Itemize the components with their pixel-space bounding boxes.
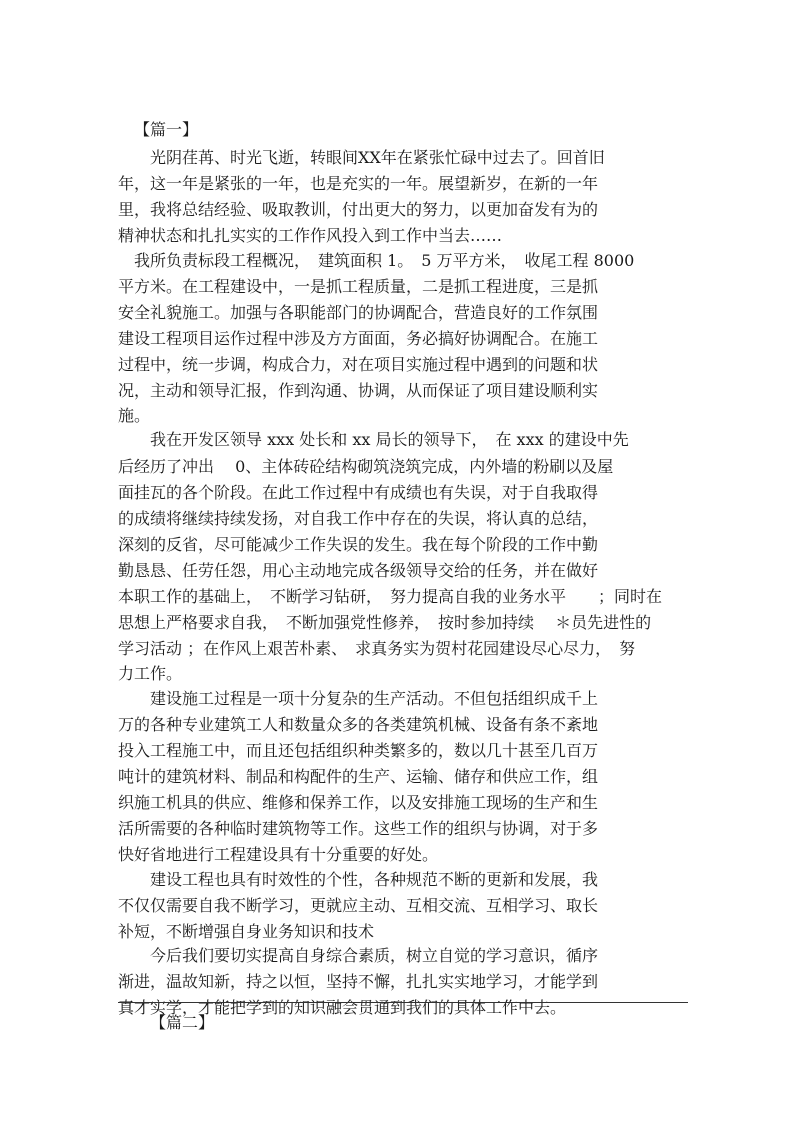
paragraph-line: 本职工作的基础上， 不断学习钻研， 努力提高自我的业务水平 ；同时在 (118, 587, 663, 606)
paragraph-line: 我在开发区领导 xxx 处长和 xx 局长的领导下， 在 xxx 的建设中先 (150, 430, 629, 449)
paragraph-line: 面挂瓦的各个阶段。在此工作过程中有成绩也有失误，对于自我取得 (118, 483, 599, 502)
paragraph-line: 不仅仅需要自我不断学习，更就应主动、互相交流、互相学习、取长 (118, 896, 599, 915)
section-heading-1: 【篇一】 (134, 120, 199, 139)
paragraph-line: 思想上严格要求自我， 不断加强党性修养， 按时参加持续 ＊员先进性的 (118, 613, 652, 632)
paragraph-line: 况，主动和领导汇报，作到沟通、协调，从而保证了项目建设顺利实 (118, 381, 599, 400)
paragraph-line: 力工作。 (118, 664, 183, 683)
paragraph-line: 快好省地进行工程建设具有十分重要的好处。 (118, 845, 439, 864)
paragraph-line: 里，我将总结经验、吸取教训，付出更大的努力，以更加奋发有为的 (118, 200, 599, 219)
paragraph-line: 安全礼貌施工。加强与各职能部门的协调配合，营造良好的工作氛围 (118, 303, 599, 322)
paragraph-line: 今后我们要切实提高自身综合素质，树立自觉的学习意识，循序 (150, 946, 599, 965)
paragraph-line: 学习活动 ；在作风上艰苦朴素、 求真务实为贺村花园建设尽心尽力， 努 (118, 639, 636, 658)
paragraph-line: 后经历了冲出 0、主体砖砼结构砌筑浇筑完成，内外墙的粉刷以及屋 (118, 457, 614, 476)
paragraph-line: 万的各种专业建筑工人和数量众多的各类建筑机械、设备有条不紊地 (118, 715, 599, 734)
paragraph-line: 光阴荏苒、时光飞逝，转眼间XX年在紧张忙碌中过去了。回首旧 (150, 148, 605, 167)
paragraph-line: 渐进，温故知新，持之以恒，坚持不懈，扎扎实实地学习，才能学到 (118, 972, 599, 991)
paragraph-line: 建设施工过程是一项十分复杂的生产活动。不但包括组织成千上 (150, 689, 599, 708)
paragraph-line: 活所需要的各种临时建筑物等工作。这些工作的组织与协调，对于多 (118, 819, 599, 838)
paragraph-line: 施。 (118, 406, 151, 425)
paragraph-line: 投入工程施工中，而且还包括组织种类繁多的，数以几十甚至几百万 (118, 741, 599, 760)
paragraph-line: 建设工程也具有时效性的个性，各种规范不断的更新和发展，我 (150, 870, 599, 889)
paragraph-line: 勤恳恳、任劳任怨，用心主动地完成各级领导交给的任务，并在做好 (118, 561, 599, 580)
section-divider (118, 1002, 688, 1003)
paragraph-line: 深刻的反省，尽可能减少工作失误的发生。我在每个阶段的工作中勤 (118, 535, 599, 554)
paragraph-line: 精神状态和扎扎实实的工作作风投入到工作中当去…… (118, 226, 503, 245)
paragraph-line: 我所负责标段工程概况， 建筑面积 1。 5 万平方米， 收尾工程 8000 (134, 251, 635, 270)
paragraph-line: 吨计的建筑材料、制品和构配件的生产、运输、储存和供应工作，组 (118, 767, 599, 786)
paragraph-line: 平方米。在工程建设中，一是抓工程质量，二是抓工程进度，三是抓 (118, 277, 599, 296)
paragraph-line: 过程中，统一步调，构成合力，对在项目实施过程中遇到的问题和状 (118, 355, 599, 374)
paragraph-line: 织施工机具的供应、维修和保养工作，以及安排施工现场的生产和生 (118, 793, 599, 812)
section-heading-2: 【篇二】 (150, 1013, 215, 1032)
paragraph-line: 的成绩将继续持续发扬，对自我工作中存在的失误，将认真的总结， (118, 509, 599, 528)
paragraph-line: 真才实学，才能把学到的知识融会贯通到我们的具体工作中去。 (118, 998, 567, 1017)
paragraph-line: 建设工程项目运作过程中涉及方方面面，务必搞好协调配合。在施工 (118, 329, 599, 348)
paragraph-line: 补短，不断增强自身业务知识和技术 (118, 922, 375, 941)
paragraph-line: 年，这一年是紧张的一年，也是充实的一年。展望新岁，在新的一年 (118, 174, 599, 193)
